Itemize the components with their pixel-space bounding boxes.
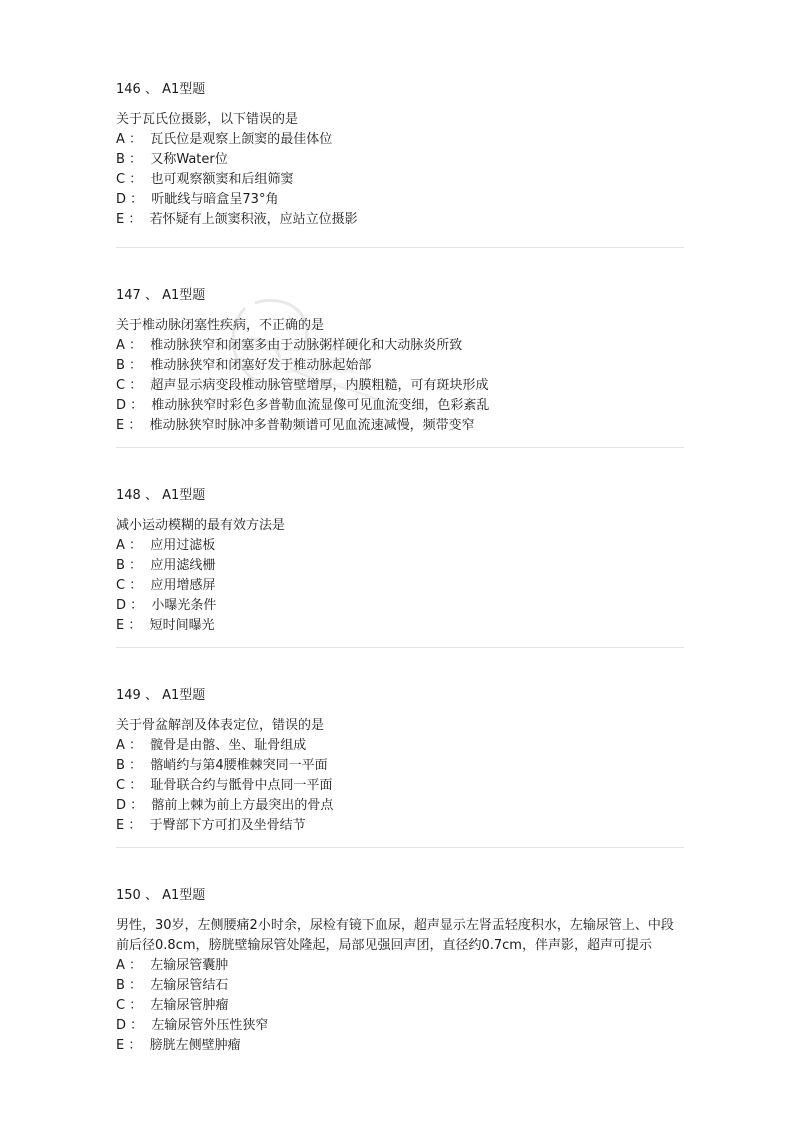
question-stem: 减小运动模糊的最有效方法是 bbox=[116, 518, 286, 533]
question-header: 150 、 A1型题 bbox=[116, 888, 206, 903]
question-stem: 关于椎动脉闭塞性疾病，不正确的是 bbox=[116, 318, 325, 333]
question-page bbox=[116, 80, 684, 1056]
option-d[interactable]: D ： 小曝光条件 bbox=[116, 598, 217, 613]
question-149 bbox=[116, 648, 684, 847]
option-list bbox=[116, 736, 684, 836]
option-b[interactable]: B ： 左输尿管结石 bbox=[116, 978, 229, 993]
option-d[interactable]: D ： 髂前上棘为前上方最突出的骨点 bbox=[116, 798, 334, 813]
option-a[interactable]: A ： 瓦氏位是观察上颌窦的最佳体位 bbox=[116, 132, 333, 147]
option-c[interactable]: C ： 也可观察额窦和后组筛窦 bbox=[116, 172, 294, 187]
option-d[interactable]: D ： 左输尿管外压性狭窄 bbox=[116, 1018, 269, 1033]
option-b[interactable]: B ： 又称Water位 bbox=[116, 152, 228, 167]
question-header: 148 、 A1型题 bbox=[116, 488, 206, 503]
option-a[interactable]: A ： 椎动脉狭窄和闭塞多由于动脉粥样硬化和大动脉炎所致 bbox=[116, 338, 463, 353]
option-c[interactable]: C ： 超声显示病变段椎动脉管壁增厚，内膜粗糙，可有斑块形成 bbox=[116, 378, 489, 393]
question-header: 146 、 A1型题 bbox=[116, 82, 206, 97]
option-c[interactable]: C ： 耻骨联合约与骶骨中点同一平面 bbox=[116, 778, 333, 793]
question-header: 147 、 A1型题 bbox=[116, 288, 206, 303]
question-stem: 男性，30岁，左侧腰痛2小时余，尿检有镜下血尿，超声显示左肾盂轻度积水，左输尿管上、中段前后径0.8cm，膀胱壁输尿管处隆起，局部见强回声团，直径约0.7cm，伴声影，超声可提示 bbox=[116, 918, 674, 953]
question-stem: 关于瓦氏位摄影，以下错误的是 bbox=[116, 112, 299, 127]
question-147 bbox=[116, 248, 684, 447]
option-a[interactable]: A ： 左输尿管囊肿 bbox=[116, 958, 229, 973]
option-e[interactable]: E ： 于臀部下方可扪及坐骨结节 bbox=[116, 818, 306, 833]
option-b[interactable]: B ： 椎动脉狭窄和闭塞好发于椎动脉起始部 bbox=[116, 358, 372, 373]
option-e[interactable]: E ： 短时间曝光 bbox=[116, 618, 215, 633]
option-e[interactable]: E ： 膀胱左侧壁肿瘤 bbox=[116, 1038, 241, 1053]
option-c[interactable]: C ： 左输尿管肿瘤 bbox=[116, 998, 229, 1013]
option-a[interactable]: A ： 应用过滤板 bbox=[116, 538, 216, 553]
question-stem: 关于骨盆解剖及体表定位，错误的是 bbox=[116, 718, 325, 733]
question-header: 149 、 A1型题 bbox=[116, 688, 206, 703]
option-list bbox=[116, 536, 684, 636]
option-list bbox=[116, 130, 684, 230]
question-148 bbox=[116, 448, 684, 647]
option-b[interactable]: B ： 髂峭约与第4腰椎棘突同一平面 bbox=[116, 758, 328, 773]
option-a[interactable]: A ： 髋骨是由髂、坐、耻骨组成 bbox=[116, 738, 307, 753]
option-d[interactable]: D ： 听眦线与暗盒呈73°角 bbox=[116, 192, 279, 207]
option-b[interactable]: B ： 应用滤线栅 bbox=[116, 558, 216, 573]
option-c[interactable]: C ： 应用增感屏 bbox=[116, 578, 216, 593]
question-150 bbox=[116, 848, 684, 1056]
question-146 bbox=[116, 80, 684, 247]
option-d[interactable]: D ： 椎动脉狭窄时彩色多普勒血流显像可见血流变细，色彩紊乱 bbox=[116, 398, 490, 413]
option-e[interactable]: E ： 若怀疑有上颌窦积液，应站立位摄影 bbox=[116, 212, 358, 227]
option-list bbox=[116, 336, 684, 436]
option-list bbox=[116, 956, 684, 1056]
option-e[interactable]: E ： 椎动脉狭窄时脉冲多普勒频谱可见血流速减慢，频带变窄 bbox=[116, 418, 475, 433]
